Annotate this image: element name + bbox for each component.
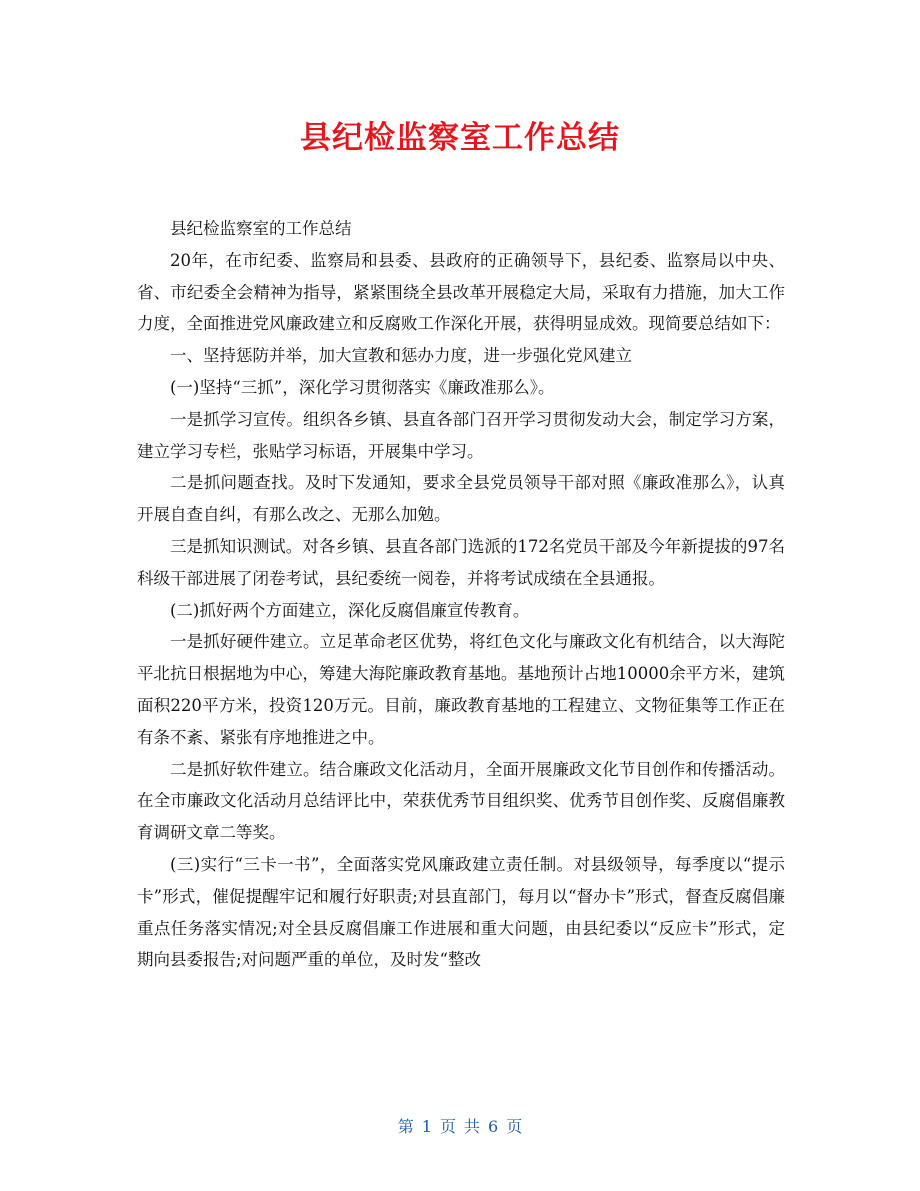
footer-total-unit: 页 <box>506 1117 523 1136</box>
footer-current-page: 1 <box>421 1117 432 1136</box>
paragraph: 二是抓好软件建立。结合廉政文化活动月，全面开展廉政文化节目创作和传播活动。在全市廉政文化活动月总结评比中，荣获优秀节目组织奖、优秀节目创作奖、反腐倡廉教育调研文章二等奖。 <box>137 759 785 843</box>
subsection-heading-3: (三)实行“三卡一书”，全面落实党风廉政建立责任制。对县级领导，每季度以“提示卡”形式，催促提醒牢记和履行好职责;对县直部门，每月以“督办卡”形式，督查反腐倡廉重点任务落实情况;对全县反腐倡廉工作进展和重大问题，由县纪委以“反应卡”形式，定期向县委报告;对问题严重的单位，及时发“整改 <box>137 854 785 970</box>
document-title: 县纪检监察室工作总结 <box>300 120 620 156</box>
subsection-heading-1: (一)坚持“三抓”，深化学习贯彻落实《廉政准那么》。 <box>170 377 555 397</box>
document-body <box>137 213 785 976</box>
paragraph: 一是抓好硬件建立。立足革命老区优势，将红色文化与廉政文化有机结合，以大海陀平北抗日根据地为中心，筹建大海陀廉政教育基地。基地预计占地10000余平方米，建筑面积220平方米，投资120万元。目前，廉政教育基地的工程建立、文物征集等工作正在有条不紊、紧张有序地推进之中。 <box>137 632 785 747</box>
footer-page-label: 第 <box>397 1117 414 1136</box>
paragraph: 一是抓学习宣传。组织各乡镇、县直各部门召开学习贯彻发动大会，制定学习方案，建立学习专栏，张贴学习标语，开展集中学习。 <box>137 409 785 461</box>
footer-page-unit: 页 <box>439 1117 456 1136</box>
section-heading-1: 一、坚持惩防并举，加大宣教和惩办力度，进一步强化党风建立 <box>170 346 632 366</box>
paragraph: 二是抓问题查找。及时下发通知，要求全县党员领导干部对照《廉政准那么》，认真开展自查自纠，有那么改之、无那么加勉。 <box>137 473 785 525</box>
footer-total-label: 共 <box>464 1117 481 1136</box>
page-number-footer <box>0 1114 920 1137</box>
paragraph: 三是抓知识测试。对各乡镇、县直各部门选派的172名党员干部及今年新提拔的97名科级干部进展了闭卷考试，县纪委统一阅卷，并将考试成绩在全县通报。 <box>137 536 785 588</box>
subsection-heading-2: (二)抓好两个方面建立，深化反腐倡廉宣传教育。 <box>170 600 530 620</box>
footer-total-pages: 6 <box>488 1117 499 1136</box>
paragraph-subtitle: 县纪检监察室的工作总结 <box>170 219 352 238</box>
paragraph-intro: 20年，在市纪委、监察局和县委、县政府的正确领导下，县纪委、监察局以中央、省、市纪委全会精神为指导，紧紧围绕全县改革开展稳定大局，采取有力措施，加大工作力度，全面推进党风廉政建立和反腐败工作深化开展，获得明显成效。现简要总结如下： <box>137 250 785 334</box>
